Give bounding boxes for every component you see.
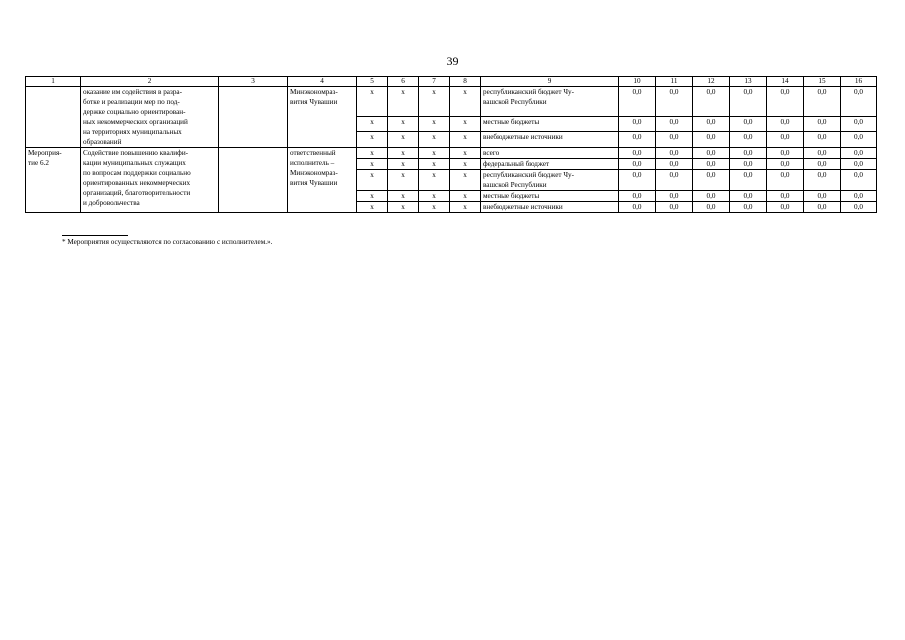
table-body — [26, 77, 877, 213]
amount-cell: 0,0 — [693, 159, 730, 170]
amount-cell: 0,0 — [730, 170, 767, 191]
measure-id-line: Мероприя- — [28, 149, 62, 157]
measure-description — [81, 148, 219, 213]
amount-cell: 0,0 — [804, 87, 841, 117]
header-cell: 1 — [26, 77, 81, 87]
program-table — [25, 76, 877, 213]
amount-cell: 0,0 — [619, 116, 656, 132]
amount-cell: 0,0 — [656, 132, 693, 148]
amount-cell: 0,0 — [730, 148, 767, 159]
measure-description-line: на территориях муниципальных — [83, 128, 182, 136]
code-cell: x — [419, 148, 450, 159]
code-cell: x — [450, 87, 481, 117]
measure-description — [81, 87, 219, 148]
amount-cell: 0,0 — [767, 116, 804, 132]
amount-cell: 0,0 — [841, 159, 877, 170]
amount-cell: 0,0 — [656, 87, 693, 117]
funding-source-line: вашской Республики — [483, 98, 547, 106]
amount-cell: 0,0 — [841, 170, 877, 191]
funding-source-line: всего — [483, 149, 500, 157]
header-cell: 6 — [388, 77, 419, 87]
code-cell: x — [419, 87, 450, 117]
code-cell: x — [388, 191, 419, 202]
measure-description-line: держке социально ориентирован- — [83, 108, 186, 116]
code-cell: x — [388, 148, 419, 159]
amount-cell: 0,0 — [619, 202, 656, 213]
measure-id-line: тие 6.2 — [28, 159, 49, 167]
executor-line: Минэкономраз- — [290, 88, 338, 96]
funding-source-line: внебюджетные источники — [483, 203, 563, 211]
code-cell: x — [357, 148, 388, 159]
code-cell: x — [357, 159, 388, 170]
footnote: * Мероприятия осуществляются по согласованию с исполнителем.». — [62, 238, 273, 246]
table-row — [26, 148, 877, 159]
funding-source — [481, 148, 619, 159]
amount-cell: 0,0 — [841, 132, 877, 148]
amount-cell: 0,0 — [619, 159, 656, 170]
funding-source — [481, 202, 619, 213]
funding-source-line: федеральный бюджет — [483, 160, 550, 168]
header-cell: 15 — [804, 77, 841, 87]
code-cell: x — [419, 191, 450, 202]
amount-cell: 0,0 — [656, 191, 693, 202]
measure-description-line: организаций, благотворительности — [83, 189, 191, 197]
header-cell: 16 — [841, 77, 877, 87]
funding-source-line: внебюджетные источники — [483, 133, 563, 142]
amount-cell: 0,0 — [693, 170, 730, 191]
code-cell: x — [450, 132, 481, 148]
header-cell: 10 — [619, 77, 656, 87]
code-cell: x — [357, 170, 388, 191]
amount-cell: 0,0 — [693, 87, 730, 117]
code-cell: x — [419, 116, 450, 132]
table-row — [26, 87, 877, 117]
amount-cell: 0,0 — [619, 191, 656, 202]
amount-cell: 0,0 — [841, 116, 877, 132]
code-cell: x — [450, 191, 481, 202]
header-cell: 7 — [419, 77, 450, 87]
measure-description-line: по вопросам поддержки социально — [83, 169, 191, 177]
header-cell: 14 — [767, 77, 804, 87]
code-cell: x — [388, 159, 419, 170]
measure-id — [26, 148, 81, 213]
amount-cell: 0,0 — [693, 148, 730, 159]
funding-source-line: республиканский бюджет Чу- — [483, 88, 574, 96]
amount-cell: 0,0 — [730, 132, 767, 148]
header-cell: 8 — [450, 77, 481, 87]
amount-cell: 0,0 — [730, 116, 767, 132]
code-cell: x — [419, 170, 450, 191]
funding-source — [481, 159, 619, 170]
amount-cell: 0,0 — [656, 170, 693, 191]
page-number: 39 — [446, 54, 459, 68]
amount-cell: 0,0 — [693, 132, 730, 148]
code-cell: x — [388, 132, 419, 148]
measure-description-line: образований — [83, 138, 122, 146]
amount-cell: 0,0 — [767, 132, 804, 148]
code-cell: x — [357, 202, 388, 213]
measure-id — [26, 87, 81, 148]
amount-cell: 0,0 — [693, 116, 730, 132]
executor-line: ответственный — [290, 149, 336, 157]
amount-cell: 0,0 — [730, 202, 767, 213]
header-cell: 4 — [288, 77, 357, 87]
amount-cell: 0,0 — [730, 87, 767, 117]
amount-cell: 0,0 — [841, 87, 877, 117]
code-cell: x — [357, 87, 388, 117]
amount-cell: 0,0 — [841, 148, 877, 159]
funding-source-line: республиканский бюджет Чу- — [483, 171, 574, 179]
code-cell: x — [450, 116, 481, 132]
code-cell: x — [450, 159, 481, 170]
executor — [288, 148, 357, 213]
executor — [288, 87, 357, 148]
amount-cell: 0,0 — [730, 159, 767, 170]
code-cell: x — [357, 191, 388, 202]
amount-cell: 0,0 — [804, 202, 841, 213]
funding-source-line: вашской Республики — [483, 181, 547, 189]
amount-cell: 0,0 — [841, 202, 877, 213]
header-cell: 2 — [81, 77, 219, 87]
executor-line: Минэкономраз- — [290, 169, 338, 177]
funding-source — [481, 87, 619, 117]
code-cell: x — [450, 202, 481, 213]
amount-cell: 0,0 — [767, 159, 804, 170]
measure-description-line: и добровольчества — [83, 199, 140, 207]
measure-description-line: кации муниципальных служащих — [83, 159, 186, 167]
program-goal — [219, 87, 288, 148]
measure-description-line: ориентированных некоммерческих — [83, 179, 191, 187]
header-cell: 9 — [481, 77, 619, 87]
funding-source — [481, 116, 619, 132]
code-cell: x — [357, 116, 388, 132]
executor-line: исполнитель – — [290, 159, 335, 167]
header-cell: 11 — [656, 77, 693, 87]
amount-cell: 0,0 — [656, 116, 693, 132]
amount-cell: 0,0 — [804, 132, 841, 148]
code-cell: x — [388, 116, 419, 132]
header-cell: 13 — [730, 77, 767, 87]
amount-cell: 0,0 — [841, 191, 877, 202]
amount-cell: 0,0 — [656, 159, 693, 170]
amount-cell: 0,0 — [767, 202, 804, 213]
amount-cell: 0,0 — [656, 202, 693, 213]
code-cell: x — [450, 170, 481, 191]
amount-cell: 0,0 — [693, 191, 730, 202]
amount-cell: 0,0 — [730, 191, 767, 202]
amount-cell: 0,0 — [767, 170, 804, 191]
code-cell: x — [388, 202, 419, 213]
footnote-separator — [62, 235, 128, 236]
amount-cell: 0,0 — [619, 132, 656, 148]
amount-cell: 0,0 — [804, 159, 841, 170]
amount-cell: 0,0 — [656, 148, 693, 159]
executor-line: вития Чувашии — [290, 98, 338, 106]
code-cell: x — [388, 87, 419, 117]
amount-cell: 0,0 — [804, 191, 841, 202]
code-cell: x — [450, 148, 481, 159]
header-cell: 12 — [693, 77, 730, 87]
amount-cell: 0,0 — [619, 148, 656, 159]
executor-line: вития Чувашии — [290, 179, 338, 187]
table-header-row — [26, 77, 877, 87]
measure-description-line: Содействие повышению квалифи- — [83, 149, 189, 157]
amount-cell: 0,0 — [767, 87, 804, 117]
amount-cell: 0,0 — [804, 148, 841, 159]
funding-source — [481, 132, 619, 148]
code-cell: x — [388, 170, 419, 191]
code-cell: x — [357, 132, 388, 148]
funding-source-line: местные бюджеты — [483, 192, 540, 200]
amount-cell: 0,0 — [693, 202, 730, 213]
header-cell: 5 — [357, 77, 388, 87]
measure-description-line: ботке и реализации мер по под- — [83, 98, 180, 106]
program-goal — [219, 148, 288, 213]
code-cell: x — [419, 159, 450, 170]
header-cell: 3 — [219, 77, 288, 87]
amount-cell: 0,0 — [767, 191, 804, 202]
measure-description-line: оказание им содействия в разра- — [83, 88, 183, 96]
amount-cell: 0,0 — [804, 116, 841, 132]
funding-source — [481, 191, 619, 202]
code-cell: x — [419, 202, 450, 213]
funding-source — [481, 170, 619, 191]
funding-source-line: местные бюджеты — [483, 117, 540, 126]
amount-cell: 0,0 — [619, 87, 656, 117]
amount-cell: 0,0 — [804, 170, 841, 191]
measure-description-line: ных некоммерческих организаций — [83, 118, 188, 126]
code-cell: x — [419, 132, 450, 148]
amount-cell: 0,0 — [619, 170, 656, 191]
amount-cell: 0,0 — [767, 148, 804, 159]
